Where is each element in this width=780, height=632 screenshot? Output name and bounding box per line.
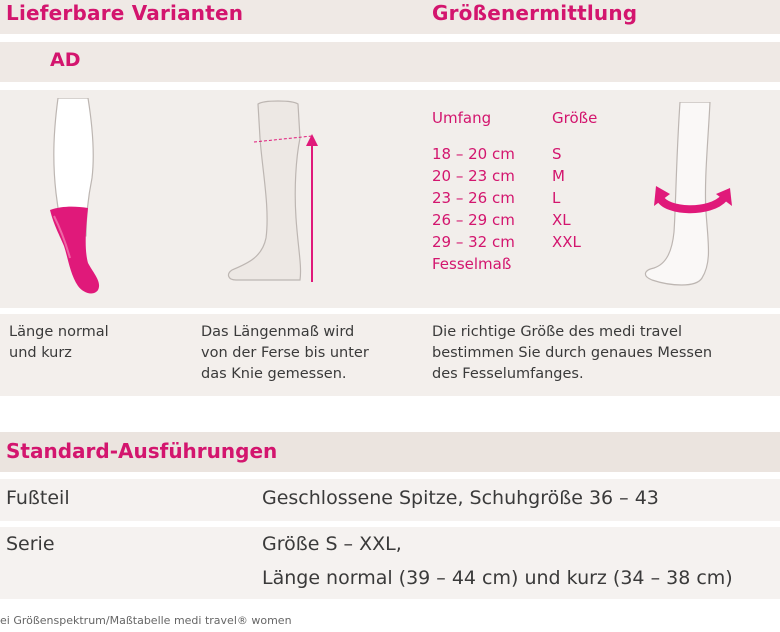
fussteil-value: Geschlossene Spitze, Schuhgröße 36 – 43	[262, 487, 659, 509]
size-row	[432, 143, 602, 165]
leg-measure-length-icon	[222, 98, 332, 294]
groesse-column-header: Größe	[552, 109, 598, 127]
size-value: L	[552, 189, 561, 207]
size-range: 18 – 20 cm	[432, 145, 515, 163]
caption-line: Die richtige Größe des medi travel	[432, 324, 682, 340]
serie-value-line: Größe S – XXL,	[262, 533, 402, 555]
size-range: 20 – 23 cm	[432, 167, 515, 185]
fussteil-label: Fußteil	[6, 487, 70, 509]
serie-value-line: Länge normal (39 – 44 cm) und kurz (34 – 38 cm)	[262, 567, 733, 589]
standard-title: Standard-Ausführungen	[6, 439, 278, 463]
ankle-circumference-icon	[640, 102, 740, 292]
caption-line: das Knie gemessen.	[201, 366, 347, 382]
caption-size	[432, 322, 712, 385]
size-value: S	[552, 145, 562, 163]
caption-line: Das Längenmaß wird	[201, 324, 355, 340]
umfang-column-header: Umfang	[432, 109, 492, 127]
caption-line: des Fesselumfanges.	[432, 366, 584, 382]
caption-line: Länge normal	[9, 324, 109, 340]
caption-line: von der Ferse bis unter	[201, 345, 369, 361]
size-row	[432, 187, 602, 209]
size-range: 29 – 32 cm	[432, 233, 515, 251]
variant-band	[0, 42, 780, 82]
size-table	[432, 107, 602, 275]
size-range: 26 – 29 cm	[432, 211, 515, 229]
size-row	[432, 165, 602, 187]
caption-variants	[9, 322, 109, 364]
size-value: M	[552, 167, 565, 185]
size-value: XL	[552, 211, 571, 229]
serie-value	[262, 527, 774, 595]
size-row	[432, 209, 602, 231]
caption-length	[201, 322, 369, 385]
caption-line: bestimmen Sie durch genaues Messen	[432, 345, 713, 361]
leg-stocking-icon	[40, 98, 120, 298]
serie-label: Serie	[6, 533, 55, 555]
size-row	[432, 231, 602, 253]
size-table-header	[432, 107, 602, 129]
size-table-footer: Fesselmaß	[432, 255, 512, 273]
header-left-title: Lieferbare Varianten	[6, 1, 244, 25]
size-range: 23 – 26 cm	[432, 189, 515, 207]
variant-label: AD	[50, 49, 81, 71]
caption-line: und kurz	[9, 345, 72, 361]
size-value: XXL	[552, 233, 581, 251]
footnote: ei Größenspektrum/Maßtabelle medi travel® women	[0, 614, 292, 627]
header-right-title: Größenermittlung	[432, 1, 638, 25]
